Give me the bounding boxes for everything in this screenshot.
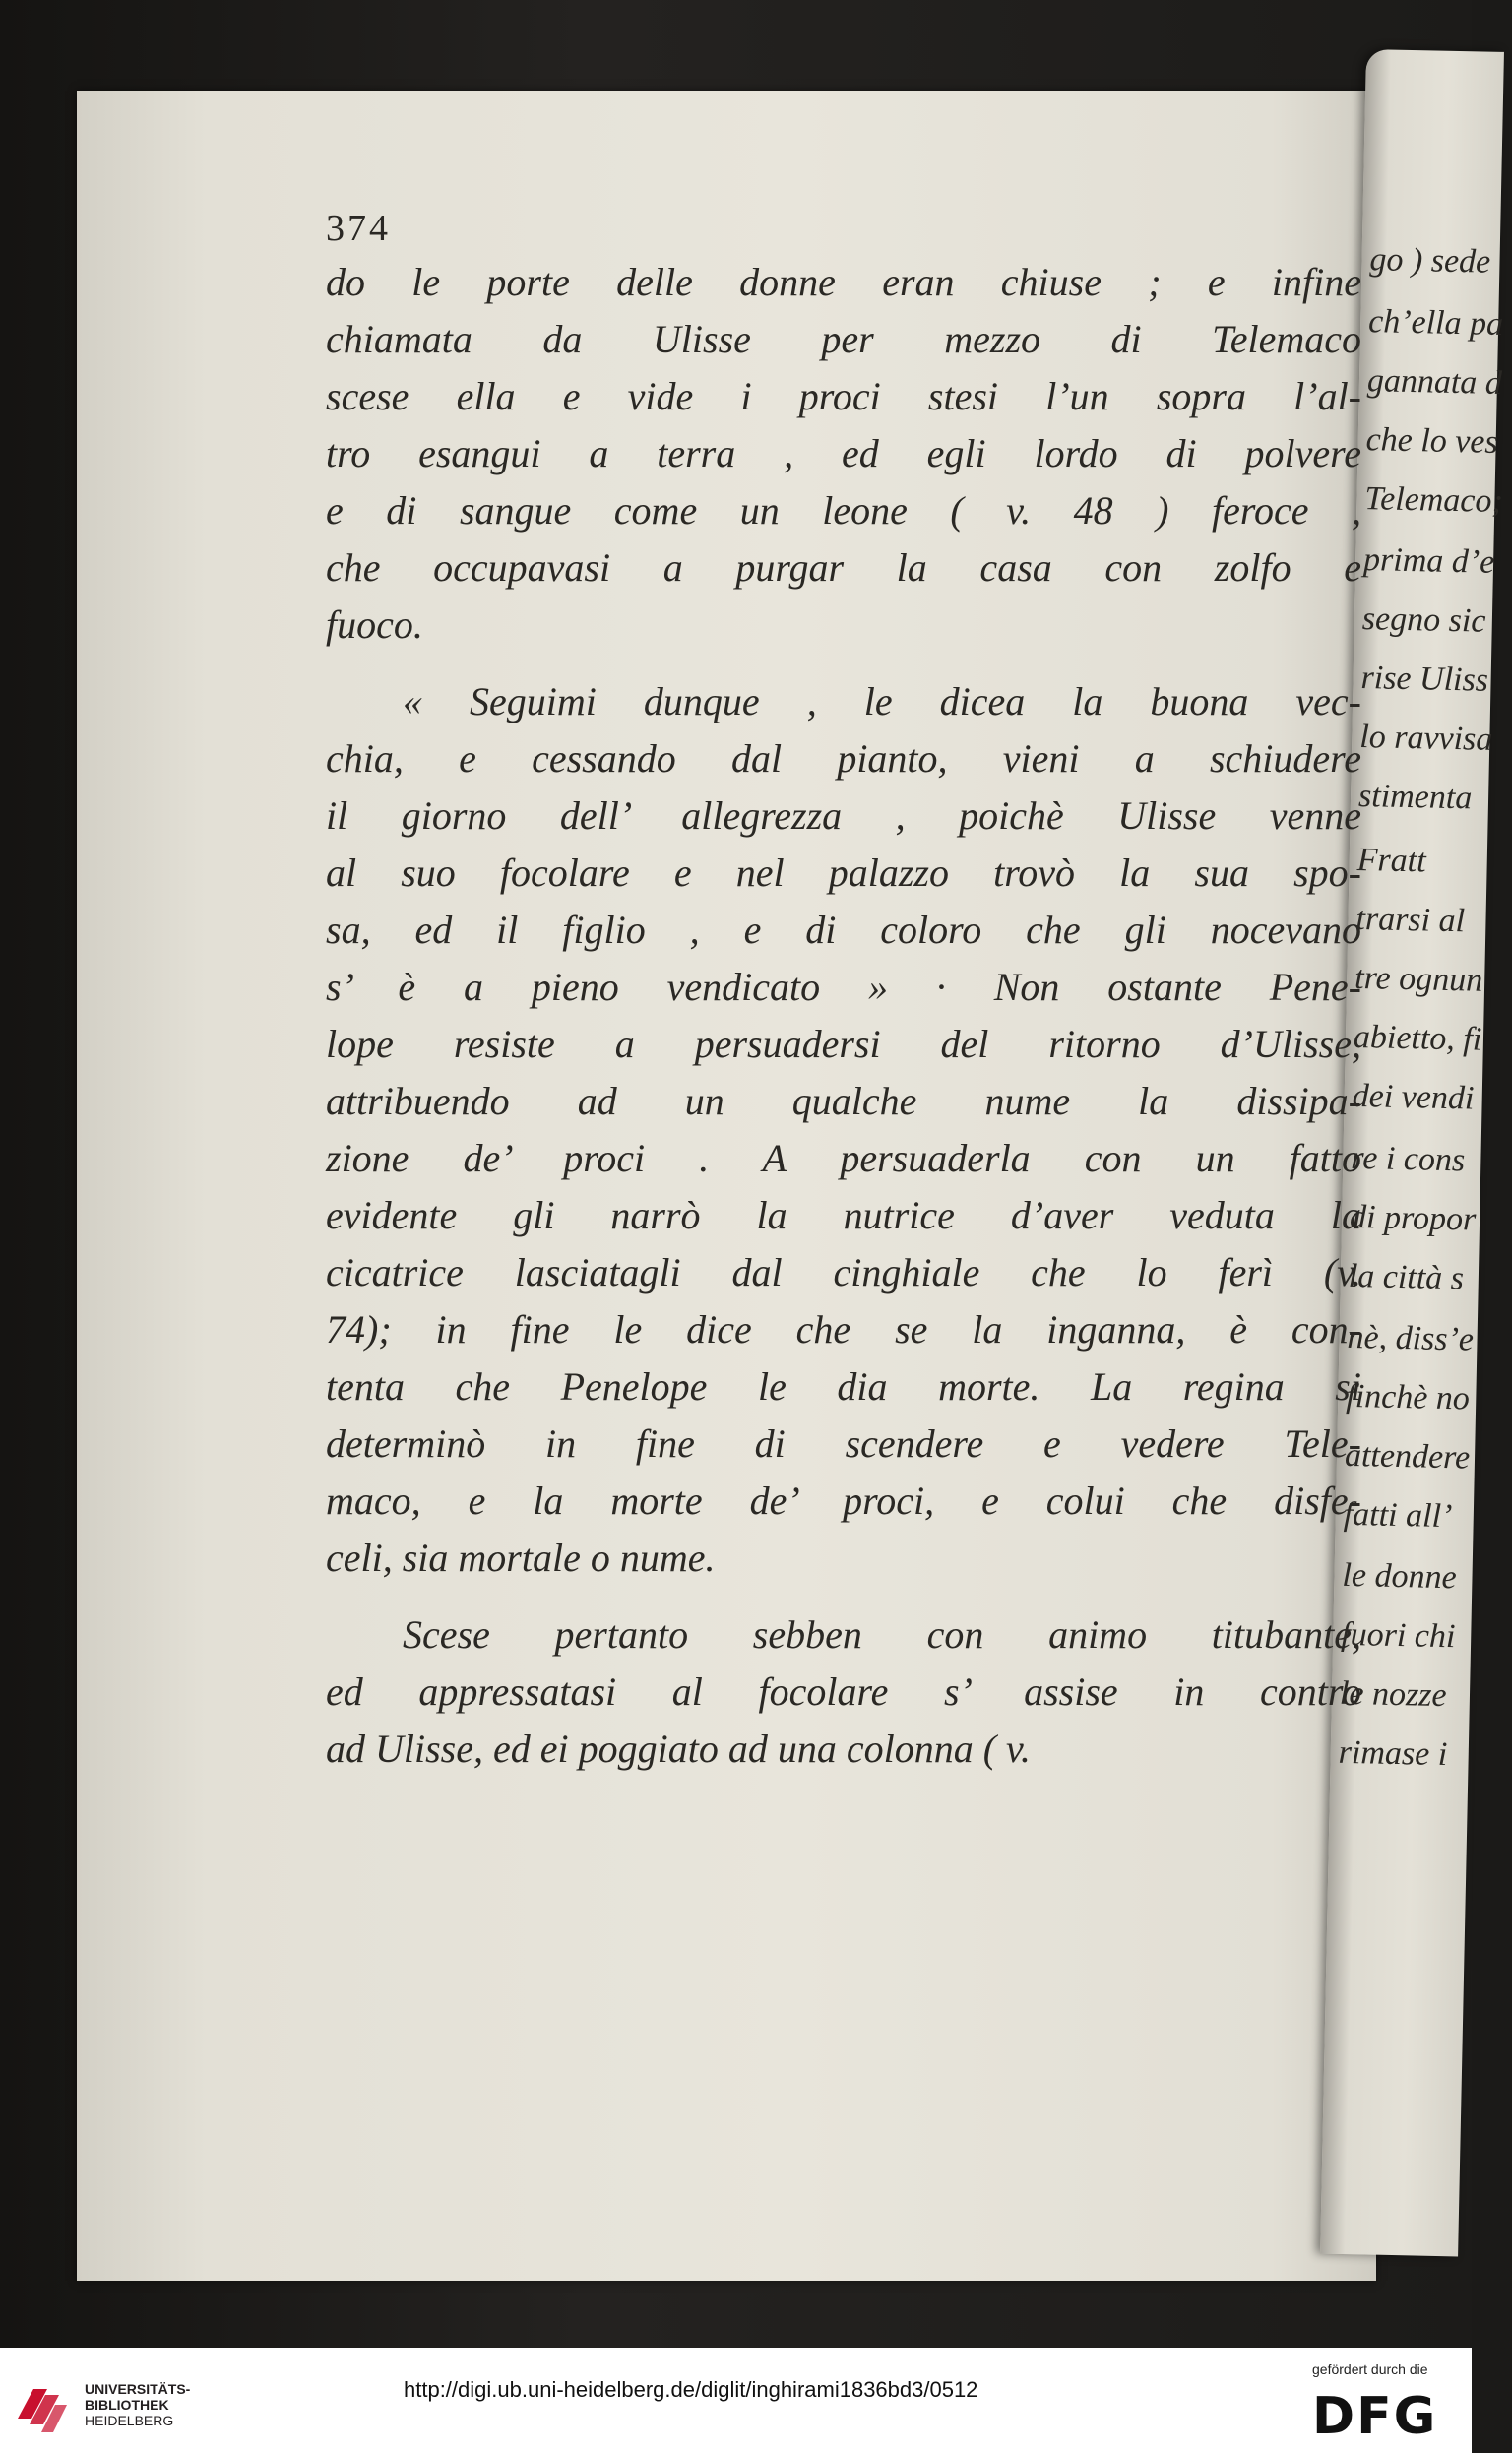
facing-page-fragment: di propor — [1349, 1198, 1477, 1238]
text-line: do le porte delle donne eran chiuse ; e infine — [326, 260, 1361, 304]
library-name-line: UNIVERSITÄTS- — [85, 2381, 191, 2397]
text-line: scese ella e vide i proci stesi l’un sopra l’al- — [326, 374, 1361, 418]
facing-page-fragment: stimenta — [1357, 778, 1473, 817]
text-line: attribuendo ad un qualche nume la dissipa- — [326, 1079, 1361, 1123]
text-line: chia, e cessando dal pianto, vieni a schiudere — [326, 736, 1361, 781]
facing-page-fragment: trarsi al — [1355, 900, 1466, 940]
facing-page-fragment: attendere — [1344, 1436, 1471, 1477]
dfg-logo: DFG — [1312, 2387, 1438, 2446]
facing-page-fragment: Fratt — [1356, 841, 1427, 880]
facing-page-fragment: le nozze — [1339, 1674, 1447, 1715]
facing-page-fragment: fuori chi — [1340, 1615, 1456, 1656]
facing-page-fragment: rise Uliss — [1360, 660, 1489, 699]
facing-page-fragment: ch’ella pa — [1367, 303, 1504, 343]
facing-page-fragment: lo ravvisa — [1358, 719, 1493, 758]
text-line: celi, sia mortale o nume. — [326, 1536, 716, 1580]
text-line: evidente gli narrò la nutrice d’aver veduta la — [326, 1193, 1361, 1237]
text-line: sa, ed il figlio , e di coloro che gli nocevano — [326, 908, 1361, 952]
text-line: tro esangui a terra , ed egli lordo di polvere — [326, 431, 1361, 475]
facing-page-fragment: fatti all’ — [1343, 1495, 1453, 1536]
text-line: zione de’ proci . A persuaderla con un fatto — [326, 1136, 1361, 1180]
viewer-footer — [0, 2348, 1472, 2453]
facing-page-fragment: che lo ves — [1365, 421, 1499, 461]
text-line: maco, e la morte de’ proci, e colui che disfe- — [326, 1478, 1361, 1523]
text-line: chiamata da Ulisse per mezzo di Telemaco — [326, 317, 1361, 361]
facing-page-fragment: gannata d — [1366, 362, 1503, 402]
facing-page-fragment: rimase i — [1338, 1733, 1448, 1774]
text-line: « Seguimi dunque , le dicea la buona vec- — [403, 679, 1361, 723]
page-body-text — [326, 254, 1361, 1778]
university-library-logo — [14, 2375, 71, 2440]
text-line: s’ è a pieno vendicato » · Non ostante Pene- — [326, 965, 1361, 1009]
facing-page-fragment: le donne — [1342, 1556, 1458, 1597]
facing-page-fragment: Telemaco; — [1364, 480, 1504, 521]
library-name-line: HEIDELBERG — [85, 2413, 174, 2428]
text-line: cicatrice lasciatagli dal cinghiale che lo ferì (v. — [326, 1250, 1361, 1294]
text-line: lope resiste a persuadersi del ritorno d’Ulisse, — [326, 1022, 1361, 1066]
facing-page-fragment: finchè no — [1345, 1377, 1471, 1417]
university-library-name — [85, 2381, 190, 2428]
facing-page-fragment: dei vendi — [1352, 1077, 1475, 1117]
text-line: e di sangue come un leone ( v. 48 ) feroce , — [326, 488, 1361, 533]
text-line: il giorno dell’ allegrezza , poichè Ulisse venne — [326, 793, 1361, 838]
text-line: determinò in fine di scendere e vedere Tele- — [326, 1421, 1361, 1466]
text-line: Scese pertanto sebben con animo titubante, — [403, 1612, 1361, 1657]
text-line: 74); in fine le dice che se la inganna, è con- — [326, 1307, 1361, 1352]
facing-page-fragment: prima d’e — [1362, 541, 1495, 581]
text-line: che occupavasi a purgar la casa con zolfo e — [326, 545, 1361, 590]
funding-label: gefördert durch die — [1312, 2361, 1428, 2377]
source-url[interactable]: http://digi.ub.uni-heidelberg.de/diglit/inghirami1836bd3/0512 — [404, 2377, 978, 2402]
text-line: tenta che Penelope le dia morte. La regina si — [326, 1364, 1361, 1409]
paragraph-gap — [326, 1587, 1361, 1606]
facing-page-fragment: la città s — [1348, 1257, 1465, 1297]
library-name-line: BIBLIOTHEK — [85, 2397, 169, 2413]
facing-page-fragment: nè, diss’e — [1347, 1318, 1475, 1358]
facing-page-fragment: abietto, fi — [1353, 1018, 1482, 1058]
facing-page-fragment: re i cons — [1351, 1139, 1466, 1179]
page-number: 374 — [326, 208, 391, 249]
facing-page-fragment: tre ognun — [1354, 959, 1483, 999]
facing-page-fragment: go ) sede — [1369, 241, 1491, 281]
paragraph-gap — [326, 654, 1361, 673]
text-line: ad Ulisse, ed ei poggiato ad una colonna ( v. — [326, 1727, 1031, 1771]
text-line: ed appressatasi al focolare s’ assise in contro — [326, 1669, 1361, 1714]
facing-page-fragment: segno sic — [1361, 600, 1486, 640]
text-line: fuoco. — [326, 602, 423, 647]
text-line: al suo focolare e nel palazzo trovò la sua spo- — [326, 850, 1361, 895]
